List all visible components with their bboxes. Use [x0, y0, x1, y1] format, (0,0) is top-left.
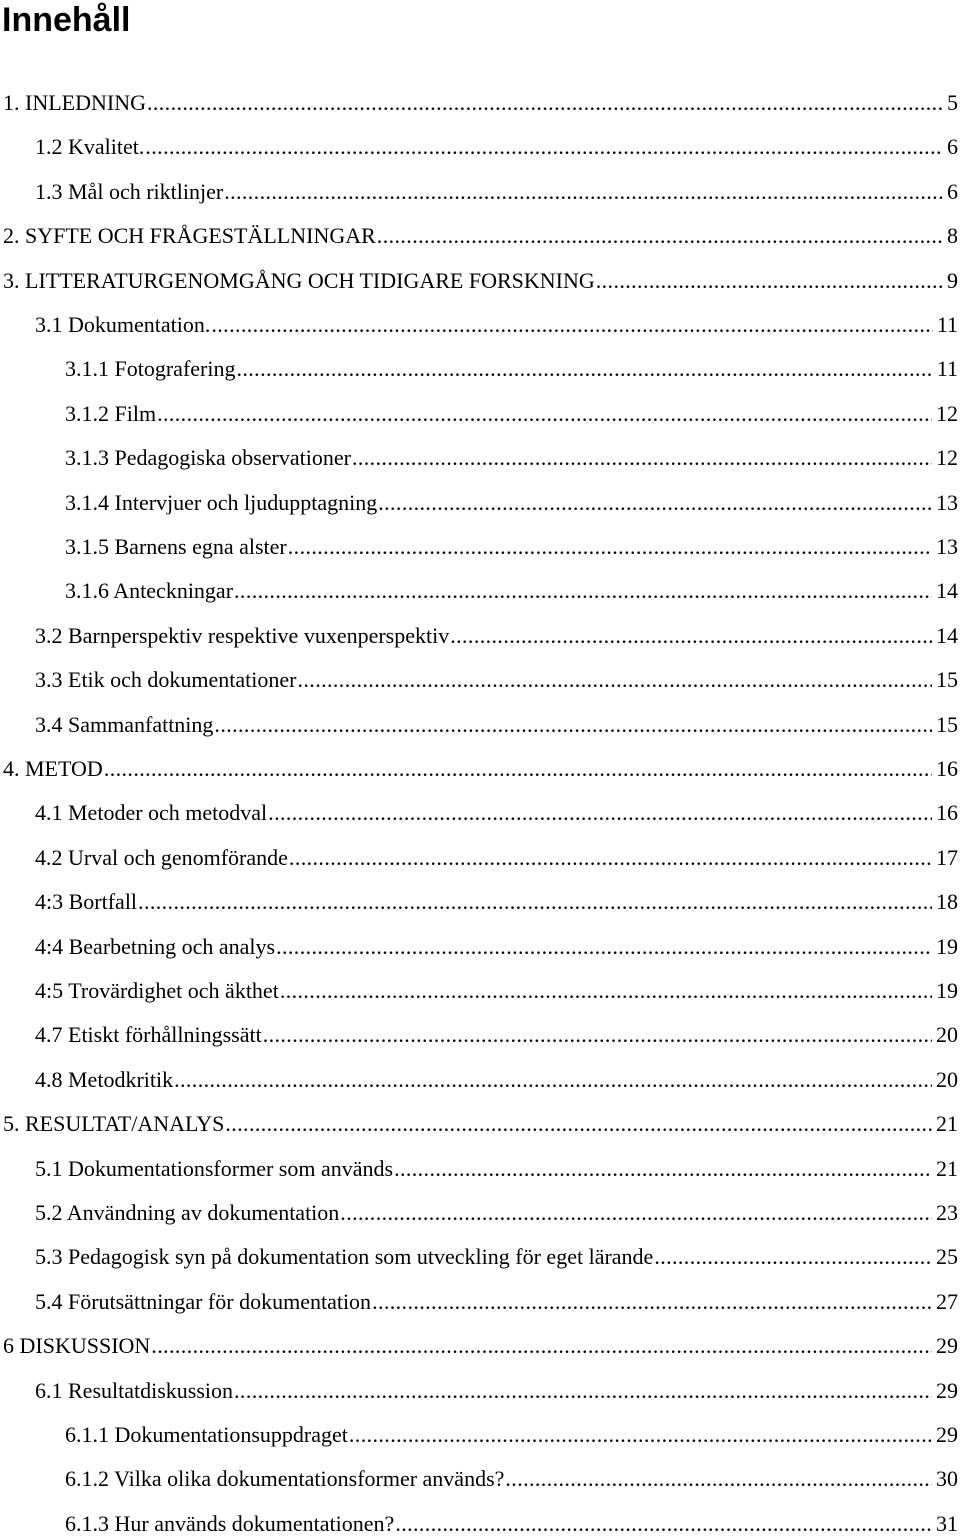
toc-entry-page: 11	[936, 356, 958, 382]
toc-entry-title: 5.2 Användning av dokumentation	[35, 1200, 340, 1225]
toc-entry[interactable]	[35, 1004, 958, 1048]
toc-entry-page: 25	[936, 1244, 958, 1270]
toc-entry-title: 1.3 Mål och riktlinjer	[35, 178, 224, 204]
toc-dot-leader	[394, 1156, 932, 1182]
toc-entry-page: 27	[936, 1288, 958, 1314]
toc-dot-leader	[157, 401, 932, 427]
toc-entry-title: 2. SYFTE OCH FRÅGESTÄLLNINGAR	[3, 223, 376, 249]
toc-dot-leader	[268, 800, 932, 826]
toc-dot-leader	[340, 1200, 932, 1226]
toc-entry[interactable]	[35, 161, 958, 205]
toc-entry-title: 4.2 Urval och genomförande	[35, 844, 288, 870]
toc-dot-leader	[505, 1466, 932, 1492]
toc-dot-leader	[378, 490, 932, 516]
toc-dot-leader	[234, 578, 932, 604]
toc-entry[interactable]	[35, 694, 958, 738]
toc-entry[interactable]	[35, 1049, 958, 1093]
toc-dot-leader	[224, 179, 943, 205]
toc-dot-leader	[104, 756, 932, 782]
toc-entry-page: 12	[936, 400, 958, 426]
toc-entry[interactable]	[3, 72, 958, 116]
toc-dot-leader	[263, 1022, 932, 1048]
toc-entry[interactable]	[35, 1271, 958, 1315]
toc-entry-page: 19	[936, 933, 958, 959]
toc-entry-page: 5	[947, 90, 958, 115]
toc-entry-page: 14	[936, 622, 958, 648]
toc-entry[interactable]	[35, 871, 958, 915]
toc-entry[interactable]	[35, 294, 958, 338]
toc-entry-page: 6	[947, 134, 958, 160]
toc-entry[interactable]	[35, 960, 958, 1004]
toc-entry-title: 3.1.2 Film	[65, 400, 157, 426]
toc-entry-title: 3.1 Dokumentation.	[35, 312, 211, 337]
toc-entry-page: 9	[947, 267, 958, 293]
toc-dot-leader	[151, 1333, 932, 1359]
toc-entry-title: 3.1.1 Fotografering	[65, 356, 236, 382]
toc-entry-page: 17	[936, 844, 958, 870]
toc-entry[interactable]	[35, 1138, 958, 1182]
toc-dot-leader	[298, 667, 933, 693]
toc-dot-leader	[352, 445, 932, 471]
toc-entry[interactable]	[3, 1093, 958, 1137]
toc-dot-leader	[654, 1244, 932, 1270]
toc-entry-page: 31	[936, 1510, 958, 1536]
toc-entry-title: 3. LITTERATURGENOMGÅNG OCH TIDIGARE FORSKNING	[3, 267, 595, 293]
toc-entry-page: 30	[936, 1466, 958, 1492]
toc-entry-title: 5.1 Dokumentationsformer som används	[35, 1155, 394, 1181]
toc-entry-page: 13	[936, 489, 958, 515]
toc-entry-title: 6.1.3 Hur används dokumentationen?	[65, 1510, 395, 1536]
toc-dot-leader	[372, 1289, 932, 1315]
toc-entry-title: 1. INLEDNING	[3, 90, 146, 115]
toc-entry-title: 4. METOD	[3, 756, 103, 781]
toc-dot-leader	[280, 978, 932, 1004]
toc-entry-page: 16	[936, 756, 958, 781]
toc-entry-title: 6.1 Resultatdiskussion	[35, 1377, 234, 1403]
toc-entry[interactable]	[65, 516, 958, 560]
toc-entry[interactable]	[35, 1226, 958, 1270]
toc-entry-page: 15	[936, 711, 958, 737]
toc-entry[interactable]	[35, 1182, 958, 1226]
toc-entry[interactable]	[65, 427, 958, 471]
toc-entry-title: 6 DISKUSSION	[3, 1333, 151, 1359]
toc-entry-page: 21	[936, 1155, 958, 1181]
toc-entry-page: 29	[936, 1377, 958, 1403]
toc-entry-title: 3.1.4 Intervjuer och ljudupptagning	[65, 489, 378, 515]
toc-entry-page: 8	[947, 223, 958, 249]
toc-dot-leader	[225, 1111, 932, 1137]
toc-entry-page: 29	[936, 1422, 958, 1447]
toc-entry-title: 4.8 Metodkritik	[35, 1066, 174, 1092]
toc-entry[interactable]	[65, 1404, 958, 1448]
toc-entry-title: 4:3 Bortfall	[35, 889, 138, 915]
toc-dot-leader	[234, 1378, 932, 1404]
toc-entry[interactable]	[3, 1315, 958, 1359]
toc-entry-page: 19	[936, 978, 958, 1003]
toc-entry-title: 3.1.5 Barnens egna alster	[65, 534, 287, 559]
toc-dot-leader	[211, 312, 932, 338]
toc-entry-page: 23	[936, 1200, 958, 1225]
toc-entry-title: 3.3 Etik och dokumentationer	[35, 667, 297, 693]
toc-entry-title: 3.2 Barnperspektiv respektive vuxenperspektiv	[35, 622, 450, 648]
toc-dot-leader	[288, 534, 932, 560]
toc-dot-leader	[377, 223, 943, 249]
toc-entry-title: 4.7 Etiskt förhållningssätt	[35, 1022, 262, 1048]
toc-dot-leader	[145, 134, 943, 160]
toc-entry-page: 18	[936, 889, 958, 915]
toc-dot-leader	[349, 1422, 932, 1448]
toc-entry[interactable]	[3, 205, 958, 249]
toc-entry-title: 5.4 Förutsättningar för dokumentation	[35, 1288, 372, 1314]
toc-entry[interactable]	[3, 738, 958, 782]
toc-dot-leader	[450, 623, 932, 649]
toc-dot-leader	[289, 845, 932, 871]
toc-entry-page: 12	[936, 445, 958, 471]
toc-entry-page: 15	[936, 667, 958, 693]
toc-dot-leader	[174, 1067, 932, 1093]
toc-entry[interactable]	[35, 1360, 958, 1404]
toc-entry[interactable]	[65, 1448, 958, 1492]
toc-dot-leader	[276, 934, 932, 960]
toc-entry-title: 3.1.3 Pedagogiska observationer	[65, 445, 351, 471]
toc-entry-title: 1.2 Kvalitet.	[35, 134, 145, 160]
toc-entry-page: 14	[936, 578, 958, 604]
toc-entry-title: 3.1.6 Anteckningar	[65, 578, 234, 604]
toc-entry[interactable]	[35, 116, 958, 160]
toc-entry-page: 11	[936, 312, 958, 337]
toc-entry-title: 6.1.2 Vilka olika dokumentationsformer används?	[65, 1466, 505, 1492]
toc-entry[interactable]	[65, 472, 958, 516]
toc-entry-page: 21	[936, 1111, 958, 1137]
toc-entry[interactable]	[65, 1493, 958, 1537]
toc-dot-leader	[236, 356, 932, 382]
toc-entry-page: 16	[936, 800, 958, 826]
toc-entry-title: 6.1.1 Dokumentationsuppdraget	[65, 1422, 348, 1447]
toc-entry-title: 4:4 Bearbetning och analys	[35, 933, 276, 959]
page-title: Innehåll	[2, 1, 131, 39]
toc-entry-title: 4:5 Trovärdighet och äkthet	[35, 978, 279, 1003]
toc-entry[interactable]	[35, 605, 958, 649]
toc-entry-title: 4.1 Metoder och metodval	[35, 800, 268, 826]
toc-dot-leader	[214, 712, 932, 738]
toc-entry-title: 3.4 Sammanfattning	[35, 711, 214, 737]
toc-entry[interactable]	[35, 782, 958, 826]
toc-entry[interactable]	[65, 560, 958, 604]
toc-dot-leader	[596, 268, 943, 294]
toc-entry[interactable]	[35, 827, 958, 871]
toc-entry[interactable]	[3, 250, 958, 294]
toc-entry-page: 20	[936, 1066, 958, 1092]
toc-entry-title: 5. RESULTAT/ANALYS	[3, 1111, 225, 1137]
toc-dot-leader	[147, 90, 943, 116]
toc-entry[interactable]	[35, 916, 958, 960]
toc-dot-leader	[138, 889, 932, 915]
toc-entry[interactable]	[65, 338, 958, 382]
toc-entry[interactable]	[35, 649, 958, 693]
toc-entry-title: 5.3 Pedagogisk syn på dokumentation som utveckling för eget lärande	[35, 1244, 654, 1270]
toc-entry[interactable]	[65, 383, 958, 427]
toc-entry-page: 20	[936, 1022, 958, 1048]
toc-entry-page: 13	[936, 534, 958, 559]
toc-entry-page: 6	[947, 178, 958, 204]
toc-entry-page: 29	[936, 1333, 958, 1359]
